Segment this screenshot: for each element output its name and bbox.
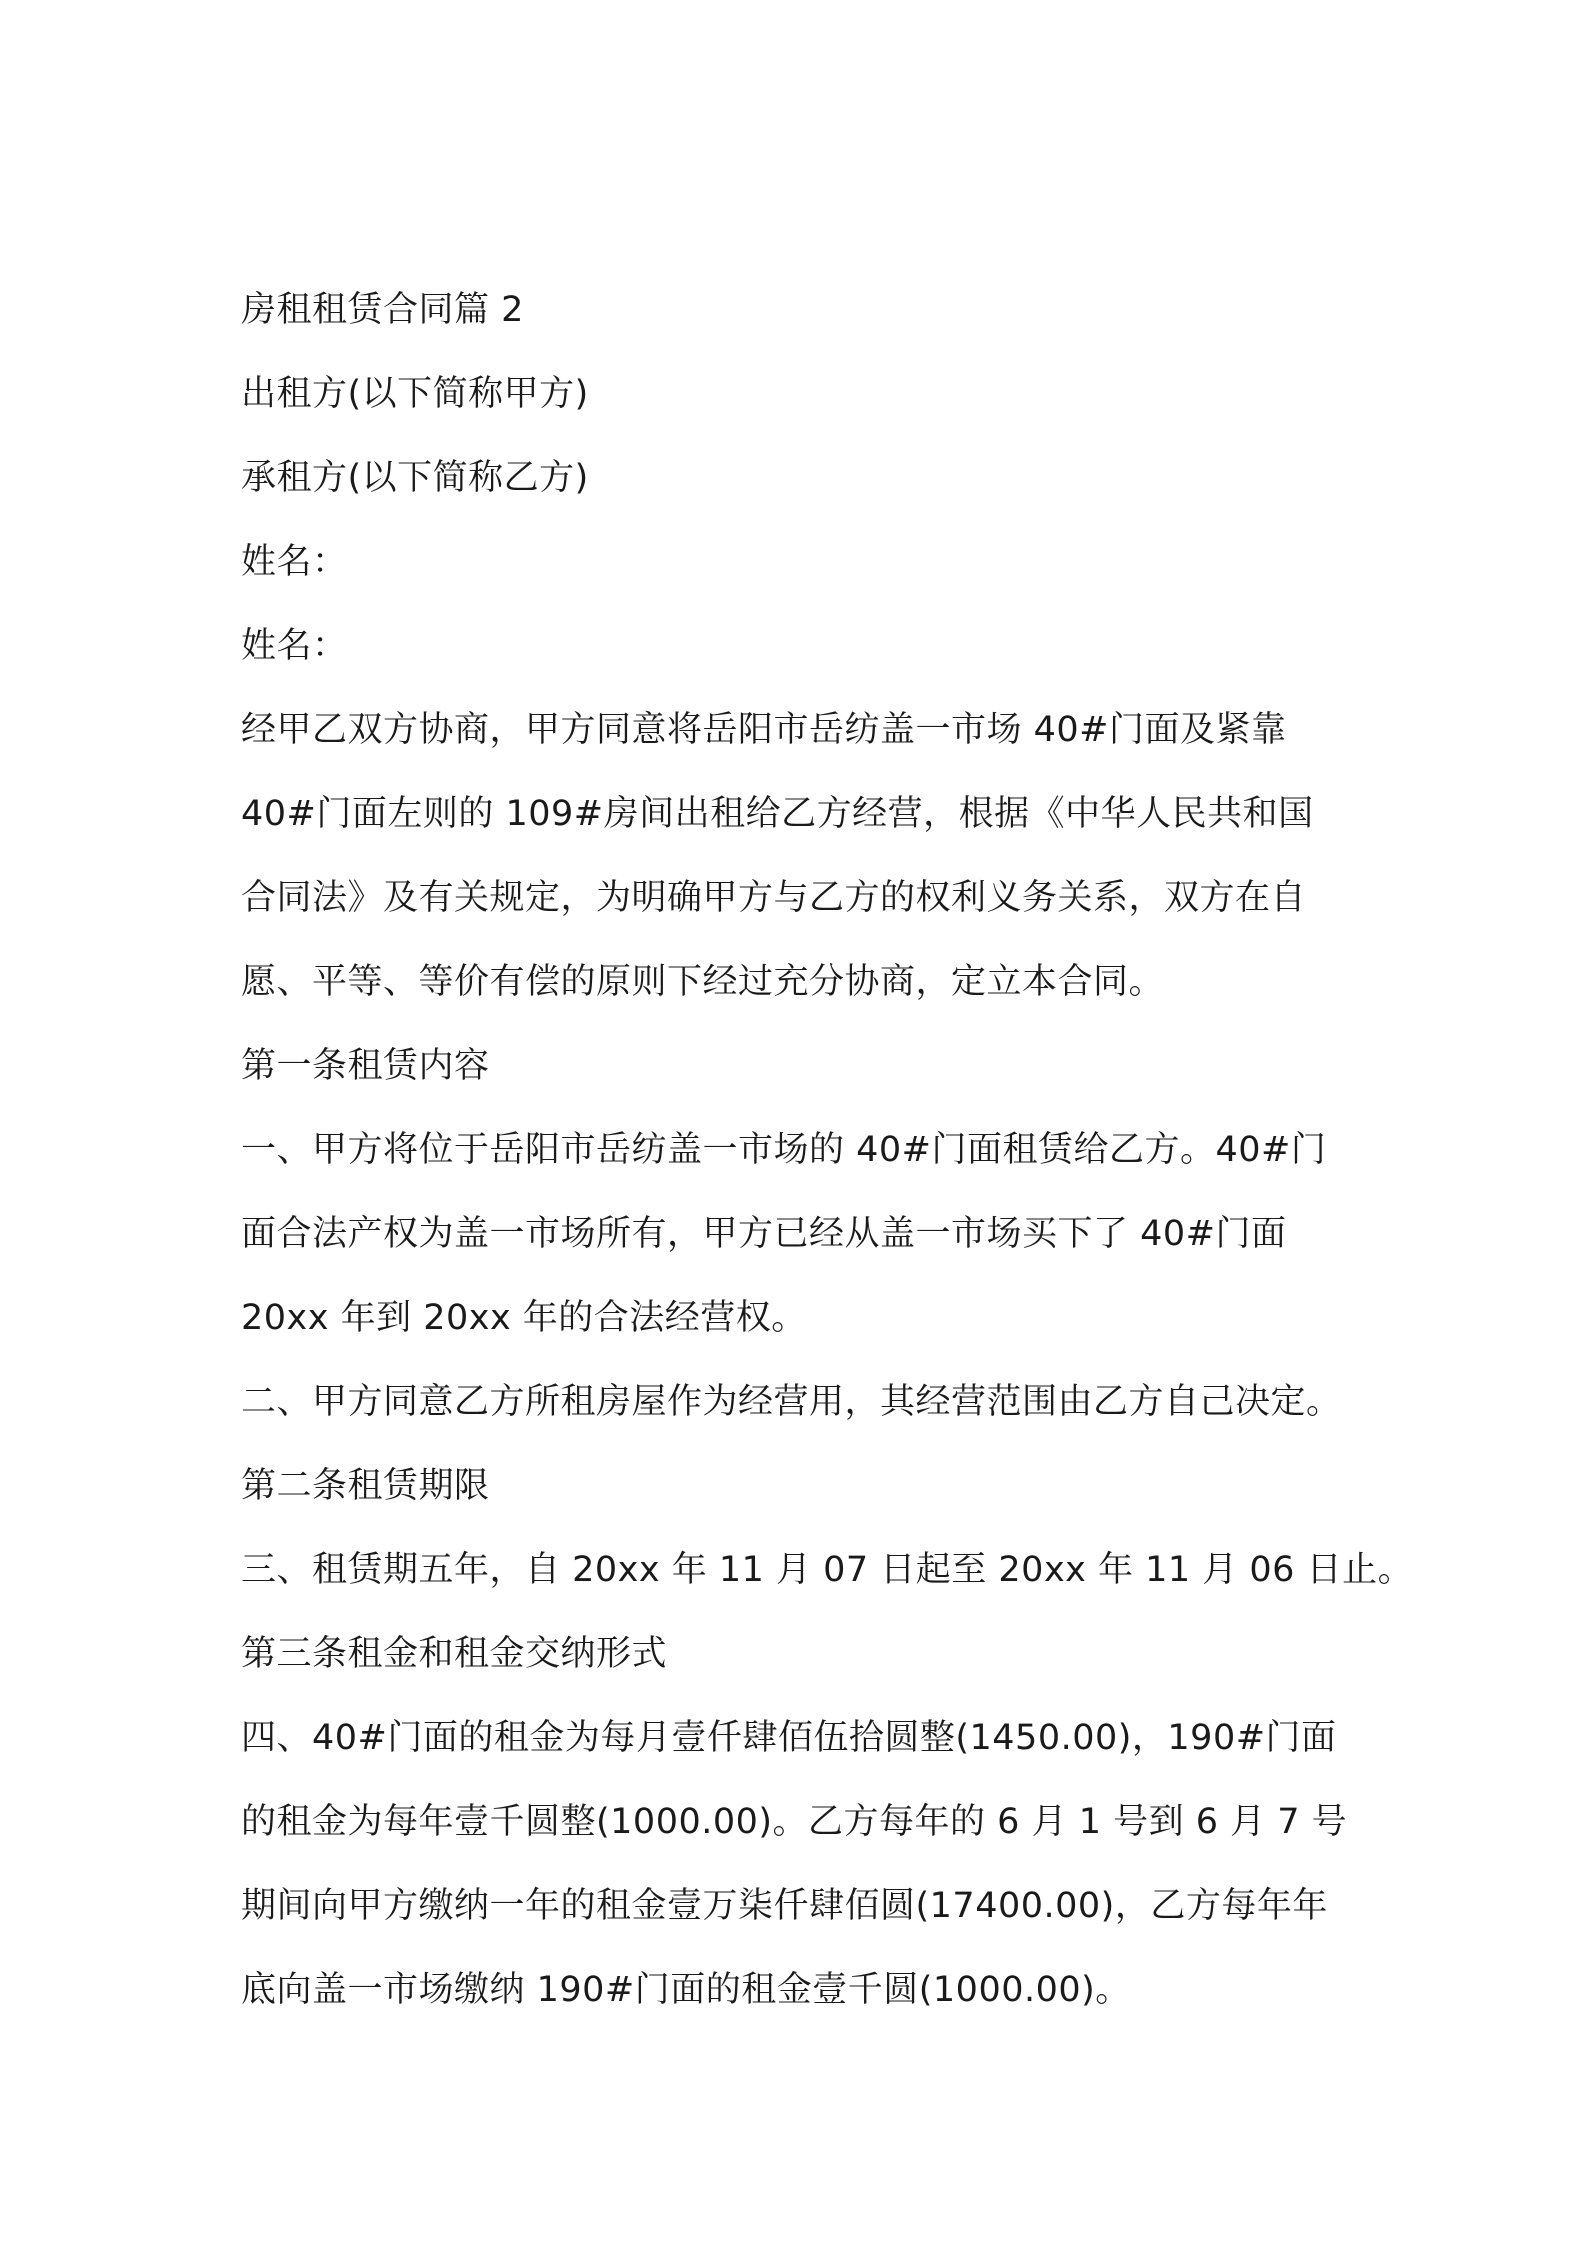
- clause-line: 三、租赁期五年，自 20xx 年 11 月 07 日起至 20xx 年 11 月 06 日止。: [241, 1550, 1414, 1590]
- lessee-line: 承租方(以下简称乙方): [241, 458, 589, 498]
- clause-line: 面合法产权为盖一市场所有，甲方已经从盖一市场买下了 40#门面: [241, 1214, 1287, 1254]
- clause-line: 四、40#门面的租金为每月壹仟肆佰伍拾圆整(1450.00)，190#门面: [241, 1718, 1337, 1758]
- preamble-line: 40#门面左则的 109#房间出租给乙方经营，根据《中华人民共和国: [241, 794, 1314, 834]
- name-field-lessor: 姓名：: [241, 542, 348, 582]
- document-title: 房租租赁合同篇 2: [241, 290, 524, 330]
- document-body: [241, 268, 1414, 2032]
- preamble-line: 经甲乙双方协商，甲方同意将岳阳市岳纺盖一市场 40#门面及紧靠: [241, 710, 1287, 750]
- clause-line: 一、甲方将位于岳阳市岳纺盖一市场的 40#门面租赁给乙方。40#门: [241, 1130, 1327, 1170]
- clause-line: 期间向甲方缴纳一年的租金壹万柒仟肆佰圆(17400.00)，乙方每年年: [241, 1886, 1328, 1926]
- article-3-heading: 第三条租金和租金交纳形式: [241, 1634, 668, 1674]
- preamble-line: 愿、平等、等价有偿的原则下经过充分协商，定立本合同。: [241, 962, 1165, 1002]
- clause-line: 底向盖一市场缴纳 190#门面的租金壹千圆(1000.00)。: [241, 1970, 1131, 2010]
- name-field-lessee: 姓名：: [241, 626, 348, 666]
- clause-line: 20xx 年到 20xx 年的合法经营权。: [241, 1298, 807, 1338]
- preamble-line: 合同法》及有关规定，为明确甲方与乙方的权利义务关系，双方在自: [241, 878, 1307, 918]
- clause-line: 二、甲方同意乙方所租房屋作为经营用，其经营范围由乙方自己决定。: [241, 1382, 1342, 1422]
- clause-line: 的租金为每年壹千圆整(1000.00)。乙方每年的 6 月 1 号到 6 月 7 号: [241, 1802, 1348, 1842]
- lessor-line: 出租方(以下简称甲方): [241, 374, 589, 414]
- article-2-heading: 第二条租赁期限: [241, 1466, 490, 1506]
- article-1-heading: 第一条租赁内容: [241, 1046, 490, 1086]
